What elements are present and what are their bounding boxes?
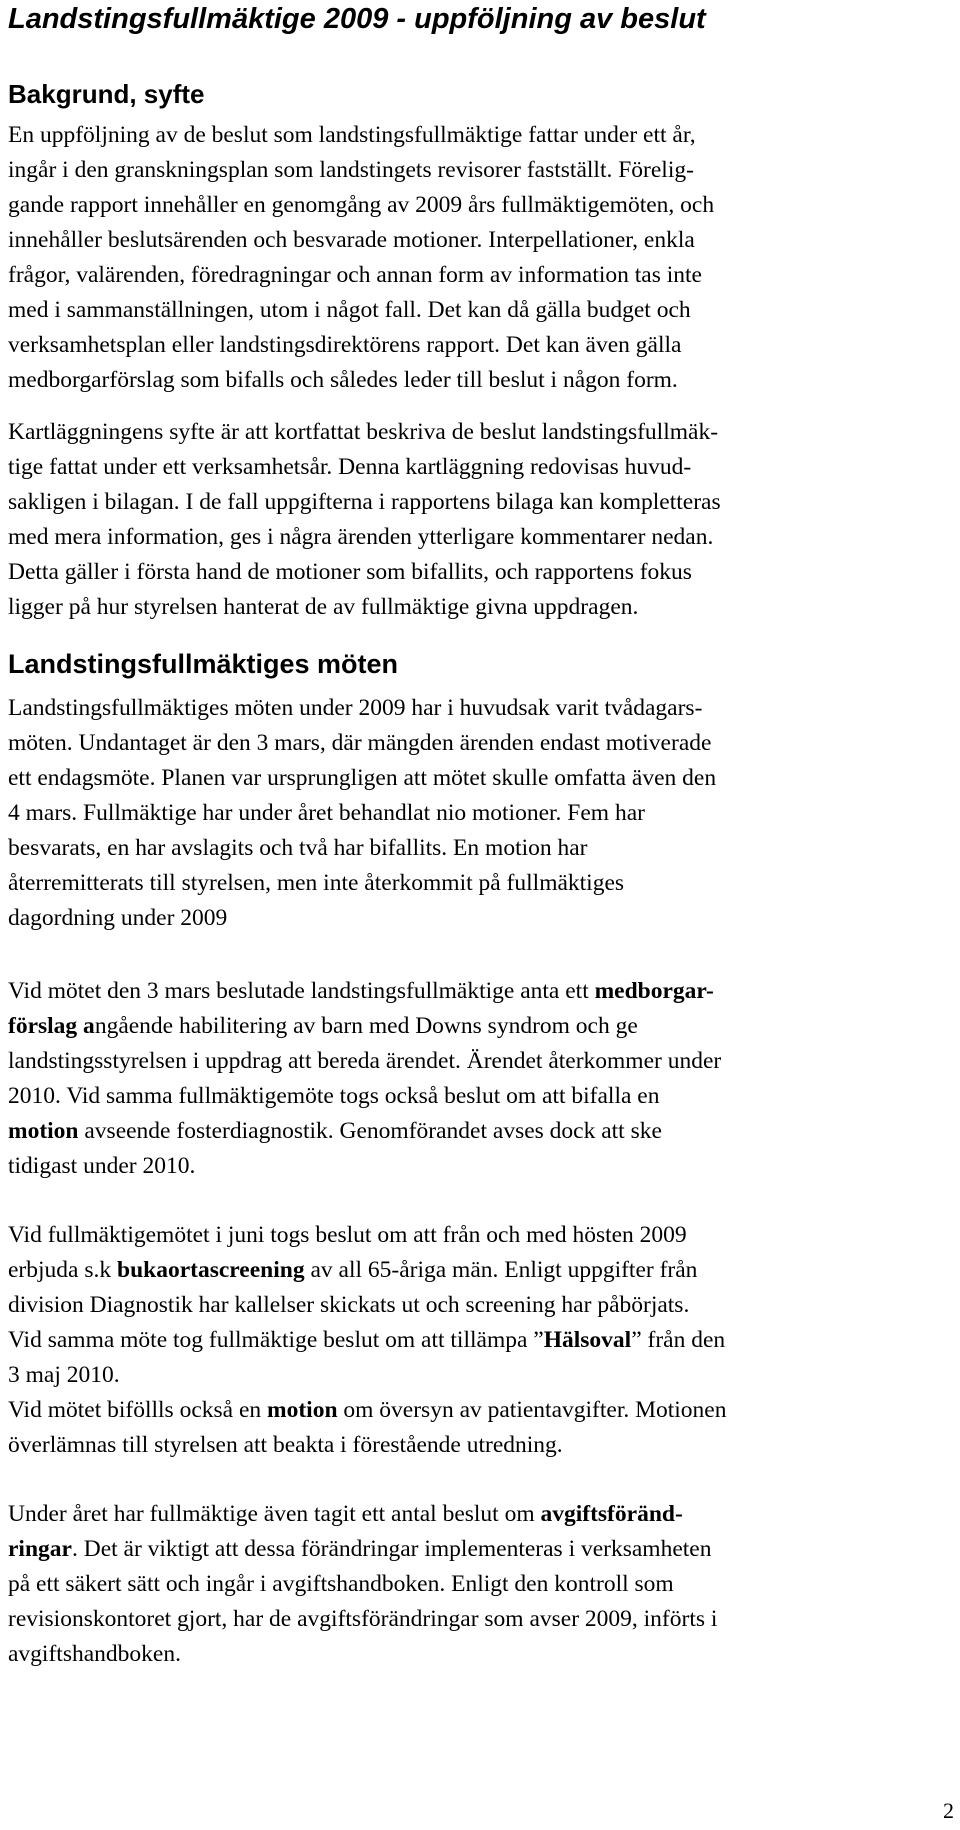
text-line: Kartläggningens syfte är att kortfattat beskriva de beslut landstingsfullmäk- xyxy=(8,419,719,445)
meetings-paragraph-2 xyxy=(8,974,952,1184)
text-line: landstingsstyrelsen i uppdrag att bereda ärendet. Ärendet återkommer under xyxy=(8,1048,722,1074)
bold-term-motion: motion xyxy=(267,1397,338,1423)
background-paragraph-2 xyxy=(8,415,952,625)
text-line: avseende fosterdiagnostik. Genomförandet avses dock att ske xyxy=(78,1118,662,1144)
text-line: Vid mötet biföllls också en xyxy=(8,1397,268,1423)
text-line: av all 65-åriga män. Enligt uppgifter från xyxy=(304,1257,698,1283)
text-line: ligger på hur styrelsen hanterat de av fullmäktige givna uppdragen. xyxy=(8,594,639,620)
text-line: ngående habilitering av barn med Downs syndrom och ge xyxy=(94,1013,638,1039)
page-number: 2 xyxy=(943,1798,954,1823)
text-line: tidigast under 2010. xyxy=(8,1153,196,1179)
text-line: med mera information, ges i några ärenden ytterligare kommentarer nedan. xyxy=(8,524,714,550)
paragraph-gap xyxy=(8,1184,952,1218)
bold-term-avgiftsforandringar: avgiftsföränd- xyxy=(540,1501,683,1527)
document-title: Landstingsfullmäktige 2009 - uppföljning av beslut xyxy=(8,3,706,35)
text-line: besvarats, en har avslagits och två har bifallits. En motion har xyxy=(8,835,588,861)
bold-term-bukaortascreening: bukaortascreening xyxy=(117,1257,305,1283)
text-line: Under året har fullmäktige även tagit ett antal beslut om xyxy=(8,1501,541,1527)
section-heading-background: Bakgrund, syfte xyxy=(8,79,205,109)
bold-term-halsoval: Hälsoval xyxy=(543,1327,632,1353)
paragraph-gap xyxy=(8,1463,952,1497)
text-line: överlämnas till styrelsen att beakta i förestående utredning. xyxy=(8,1432,563,1458)
text-line: revisionskontoret gjort, har de avgiftsförändringar som avser 2009, införts i xyxy=(8,1606,718,1632)
document-page xyxy=(8,0,952,1672)
meetings-paragraph-4 xyxy=(8,1497,952,1672)
bold-term-motion: motion xyxy=(8,1118,79,1144)
bold-term-avgiftsforandringar-cont: ringar xyxy=(8,1536,72,1562)
text-line: gande rapport innehåller en genomgång av 2009 års fullmäktigemöten, och xyxy=(8,192,715,218)
text-line: ett endagsmöte. Planen var ursprungligen att mötet skulle omfatta även den xyxy=(8,765,717,791)
meetings-paragraph-3 xyxy=(8,1218,952,1463)
background-paragraph-1 xyxy=(8,118,952,398)
text-line: verksamhetsplan eller landstingsdirektörens rapport. Det kan även gälla xyxy=(8,332,682,358)
text-line: på ett säkert sätt och ingår i avgiftshandboken. Enligt den kontroll som xyxy=(8,1571,674,1597)
text-line: innehåller beslutsärenden och besvarade motioner. Interpellationer, enkla xyxy=(8,227,695,253)
text-line: erbjuda s.k xyxy=(8,1257,117,1283)
bold-term-medborgarforslag-cont: förslag a xyxy=(8,1013,95,1039)
text-line: 3 maj 2010. xyxy=(8,1362,120,1388)
bold-term-medborgarforslag: medborgar- xyxy=(594,978,714,1004)
text-line: division Diagnostik har kallelser skickats ut och screening har påbörjats. xyxy=(8,1292,690,1318)
text-line: Vid fullmäktigemötet i juni togs beslut om att från och med hösten 2009 xyxy=(8,1222,687,1248)
text-line: Detta gäller i första hand de motioner som bifallits, och rapportens fokus xyxy=(8,559,692,585)
text-line: 4 mars. Fullmäktige har under året behandlat nio motioner. Fem har xyxy=(8,800,645,826)
text-line: Landstingsfullmäktiges möten under 2009 har i huvudsak varit tvådagars- xyxy=(8,695,703,721)
paragraph-gap xyxy=(8,398,952,415)
text-line: Vid mötet den 3 mars beslutade landstingsfullmäktige anta ett xyxy=(8,978,595,1004)
text-line: sakligen i bilagan. I de fall uppgifterna i rapportens bilaga kan kompletteras xyxy=(8,489,721,515)
section-heading-meetings: Landstingsfullmäktiges möten xyxy=(8,649,399,679)
text-line: tige fattat under ett verksamhetsår. Denna kartläggning redovisas huvud- xyxy=(8,454,692,480)
text-line: dagordning under 2009 xyxy=(8,905,228,931)
text-line: om översyn av patientavgifter. Motionen xyxy=(337,1397,727,1423)
text-line: 2010. Vid samma fullmäktigemöte togs också beslut om att bifalla en xyxy=(8,1083,660,1109)
text-line: medborgarförslag som bifalls och således leder till beslut i någon form. xyxy=(8,367,678,393)
paragraph-gap xyxy=(8,936,952,974)
text-line: frågor, valärenden, föredragningar och annan form av information tas inte xyxy=(8,262,702,288)
text-line: ingår i den granskningsplan som landstingets revisorer fastställt. Förelig- xyxy=(8,157,694,183)
text-line: Vid samma möte tog fullmäktige beslut om att tillämpa ” xyxy=(8,1327,544,1353)
text-line: möten. Undantaget är den 3 mars, där mängden ärenden endast motiverade xyxy=(8,730,712,756)
text-line: med i sammanställningen, utom i något fall. Det kan då gälla budget och xyxy=(8,297,691,323)
text-line: avgiftshandboken. xyxy=(8,1641,181,1667)
text-line: En uppföljning av de beslut som landstingsfullmäktige fattar under ett år, xyxy=(8,122,696,148)
text-line: återremitterats till styrelsen, men inte återkommit på fullmäktiges xyxy=(8,870,625,896)
text-line: . Det är viktigt att dessa förändringar implementeras i verksamheten xyxy=(71,1536,712,1562)
meetings-paragraph-1 xyxy=(8,691,952,936)
text-line: ” från den xyxy=(631,1327,726,1353)
